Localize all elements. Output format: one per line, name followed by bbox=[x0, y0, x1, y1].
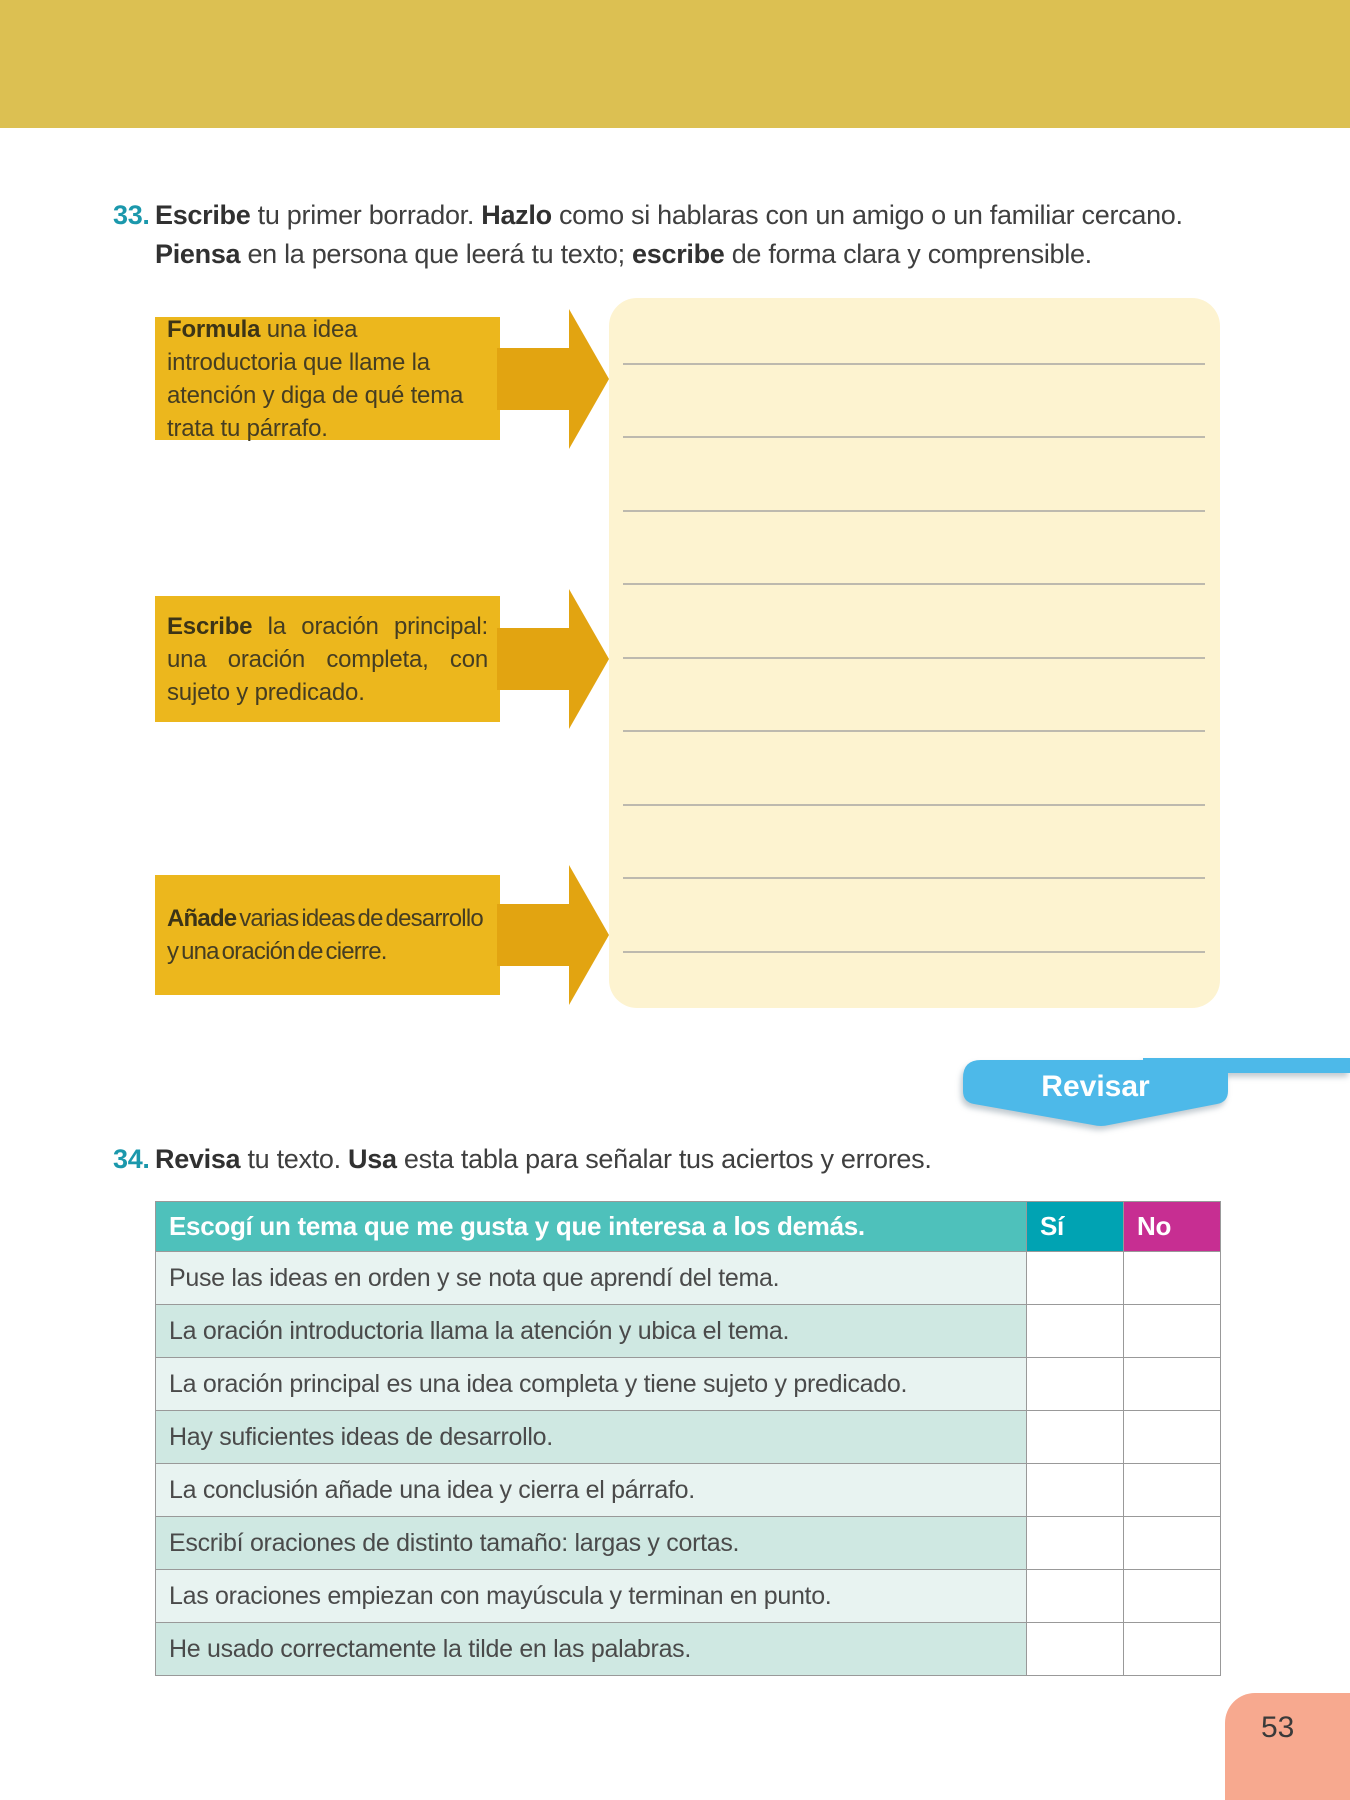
yes-cell[interactable] bbox=[1027, 1252, 1124, 1305]
yes-cell[interactable] bbox=[1027, 1464, 1124, 1517]
writing-line[interactable] bbox=[623, 510, 1205, 512]
exercise-33-plain: en la persona que leerá tu texto; bbox=[240, 239, 633, 269]
table-row bbox=[156, 1252, 1221, 1305]
exercise-33-number: 33. bbox=[113, 200, 150, 230]
callout-bold-word: Escribe bbox=[167, 612, 253, 640]
callout-bold-word: Añade bbox=[167, 905, 237, 932]
yes-cell[interactable] bbox=[1027, 1623, 1124, 1676]
yes-cell[interactable] bbox=[1027, 1305, 1124, 1358]
table-header-row bbox=[156, 1202, 1221, 1252]
statement-cell: Las oraciones empiezan con mayúscula y terminan en punto. bbox=[156, 1570, 1027, 1623]
statement-cell: Escribí oraciones de distinto tamaño: largas y cortas. bbox=[156, 1517, 1027, 1570]
statement-cell: He usado correctamente la tilde en las palabras. bbox=[156, 1623, 1027, 1676]
writing-area[interactable] bbox=[609, 298, 1220, 1008]
table-header-yes: Sí bbox=[1027, 1202, 1124, 1252]
ribbon-label: Revisar bbox=[1041, 1070, 1150, 1103]
callout-text: la oración principal: una oración completa, con sujeto y predicado. bbox=[167, 612, 488, 706]
checklist-table bbox=[155, 1201, 1221, 1676]
exercise-34-plain: tu texto. bbox=[240, 1144, 349, 1174]
exercise-33 bbox=[113, 196, 1203, 274]
arrow-right-icon bbox=[497, 309, 609, 449]
no-cell[interactable] bbox=[1124, 1623, 1221, 1676]
table-row bbox=[156, 1411, 1221, 1464]
table-row bbox=[156, 1305, 1221, 1358]
writing-line[interactable] bbox=[623, 951, 1205, 953]
yes-cell[interactable] bbox=[1027, 1411, 1124, 1464]
table-header-no: No bbox=[1124, 1202, 1221, 1252]
page-number-tab bbox=[1225, 1693, 1350, 1800]
exercise-34-bold: Usa bbox=[348, 1144, 397, 1174]
exercise-34-text bbox=[155, 1140, 1213, 1179]
callout-formula bbox=[155, 317, 500, 440]
yes-cell[interactable] bbox=[1027, 1517, 1124, 1570]
top-gold-band bbox=[0, 0, 1350, 128]
callout-text: varias ideas de desarrollo y una oración de cierre. bbox=[167, 905, 483, 965]
statement-cell: Puse las ideas en orden y se nota que aprendí del tema. bbox=[156, 1252, 1027, 1305]
no-cell[interactable] bbox=[1124, 1464, 1221, 1517]
exercise-34 bbox=[113, 1140, 1213, 1179]
callout-escribe bbox=[155, 596, 500, 722]
writing-line[interactable] bbox=[623, 583, 1205, 585]
callout-text: una idea introductoria que llame la atención y diga de qué tema trata tu párrafo. bbox=[167, 315, 464, 442]
no-cell[interactable] bbox=[1124, 1358, 1221, 1411]
table-row bbox=[156, 1358, 1221, 1411]
arrow-right-icon bbox=[497, 589, 609, 729]
exercise-34-plain: esta tabla para señalar tus aciertos y errores. bbox=[396, 1144, 932, 1174]
table-header-statement: Escogí un tema que me gusta y que interesa a los demás. bbox=[156, 1202, 1027, 1252]
yes-cell[interactable] bbox=[1027, 1570, 1124, 1623]
exercise-33-bold: Hazlo bbox=[481, 200, 552, 230]
statement-cell: La oración principal es una idea completa y tiene sujeto y predicado. bbox=[156, 1358, 1027, 1411]
exercise-33-bold: escribe bbox=[632, 239, 725, 269]
exercise-33-plain: de forma clara y comprensible. bbox=[724, 239, 1092, 269]
exercise-33-plain: tu primer borrador. bbox=[250, 200, 482, 230]
no-cell[interactable] bbox=[1124, 1411, 1221, 1464]
no-cell[interactable] bbox=[1124, 1305, 1221, 1358]
arrow-right-icon bbox=[497, 865, 609, 1005]
page-number: 53 bbox=[1261, 1711, 1295, 1744]
exercise-33-plain: como si hablaras con un amigo o un familiar cercano. bbox=[551, 200, 1183, 230]
writing-line[interactable] bbox=[623, 877, 1205, 879]
exercise-34-bold: Revisa bbox=[155, 1144, 241, 1174]
statement-cell: La oración introductoria llama la atención y ubica el tema. bbox=[156, 1305, 1027, 1358]
table-row bbox=[156, 1570, 1221, 1623]
exercise-33-text bbox=[155, 196, 1203, 274]
writing-line[interactable] bbox=[623, 730, 1205, 732]
writing-line[interactable] bbox=[623, 657, 1205, 659]
exercise-33-bold: Piensa bbox=[155, 239, 241, 269]
exercise-34-number: 34. bbox=[113, 1144, 150, 1174]
callout-bold-word: Formula bbox=[167, 315, 261, 343]
statement-cell: Hay suficientes ideas de desarrollo. bbox=[156, 1411, 1027, 1464]
revisar-ribbon bbox=[963, 1056, 1350, 1140]
no-cell[interactable] bbox=[1124, 1517, 1221, 1570]
table-row bbox=[156, 1517, 1221, 1570]
table-row bbox=[156, 1623, 1221, 1676]
callout-anade bbox=[155, 875, 500, 995]
writing-line[interactable] bbox=[623, 363, 1205, 365]
no-cell[interactable] bbox=[1124, 1252, 1221, 1305]
statement-cell: La conclusión añade una idea y cierra el párrafo. bbox=[156, 1464, 1027, 1517]
exercise-33-bold: Escribe bbox=[155, 200, 251, 230]
writing-line[interactable] bbox=[623, 804, 1205, 806]
writing-line[interactable] bbox=[623, 436, 1205, 438]
no-cell[interactable] bbox=[1124, 1570, 1221, 1623]
table-row bbox=[156, 1464, 1221, 1517]
yes-cell[interactable] bbox=[1027, 1358, 1124, 1411]
